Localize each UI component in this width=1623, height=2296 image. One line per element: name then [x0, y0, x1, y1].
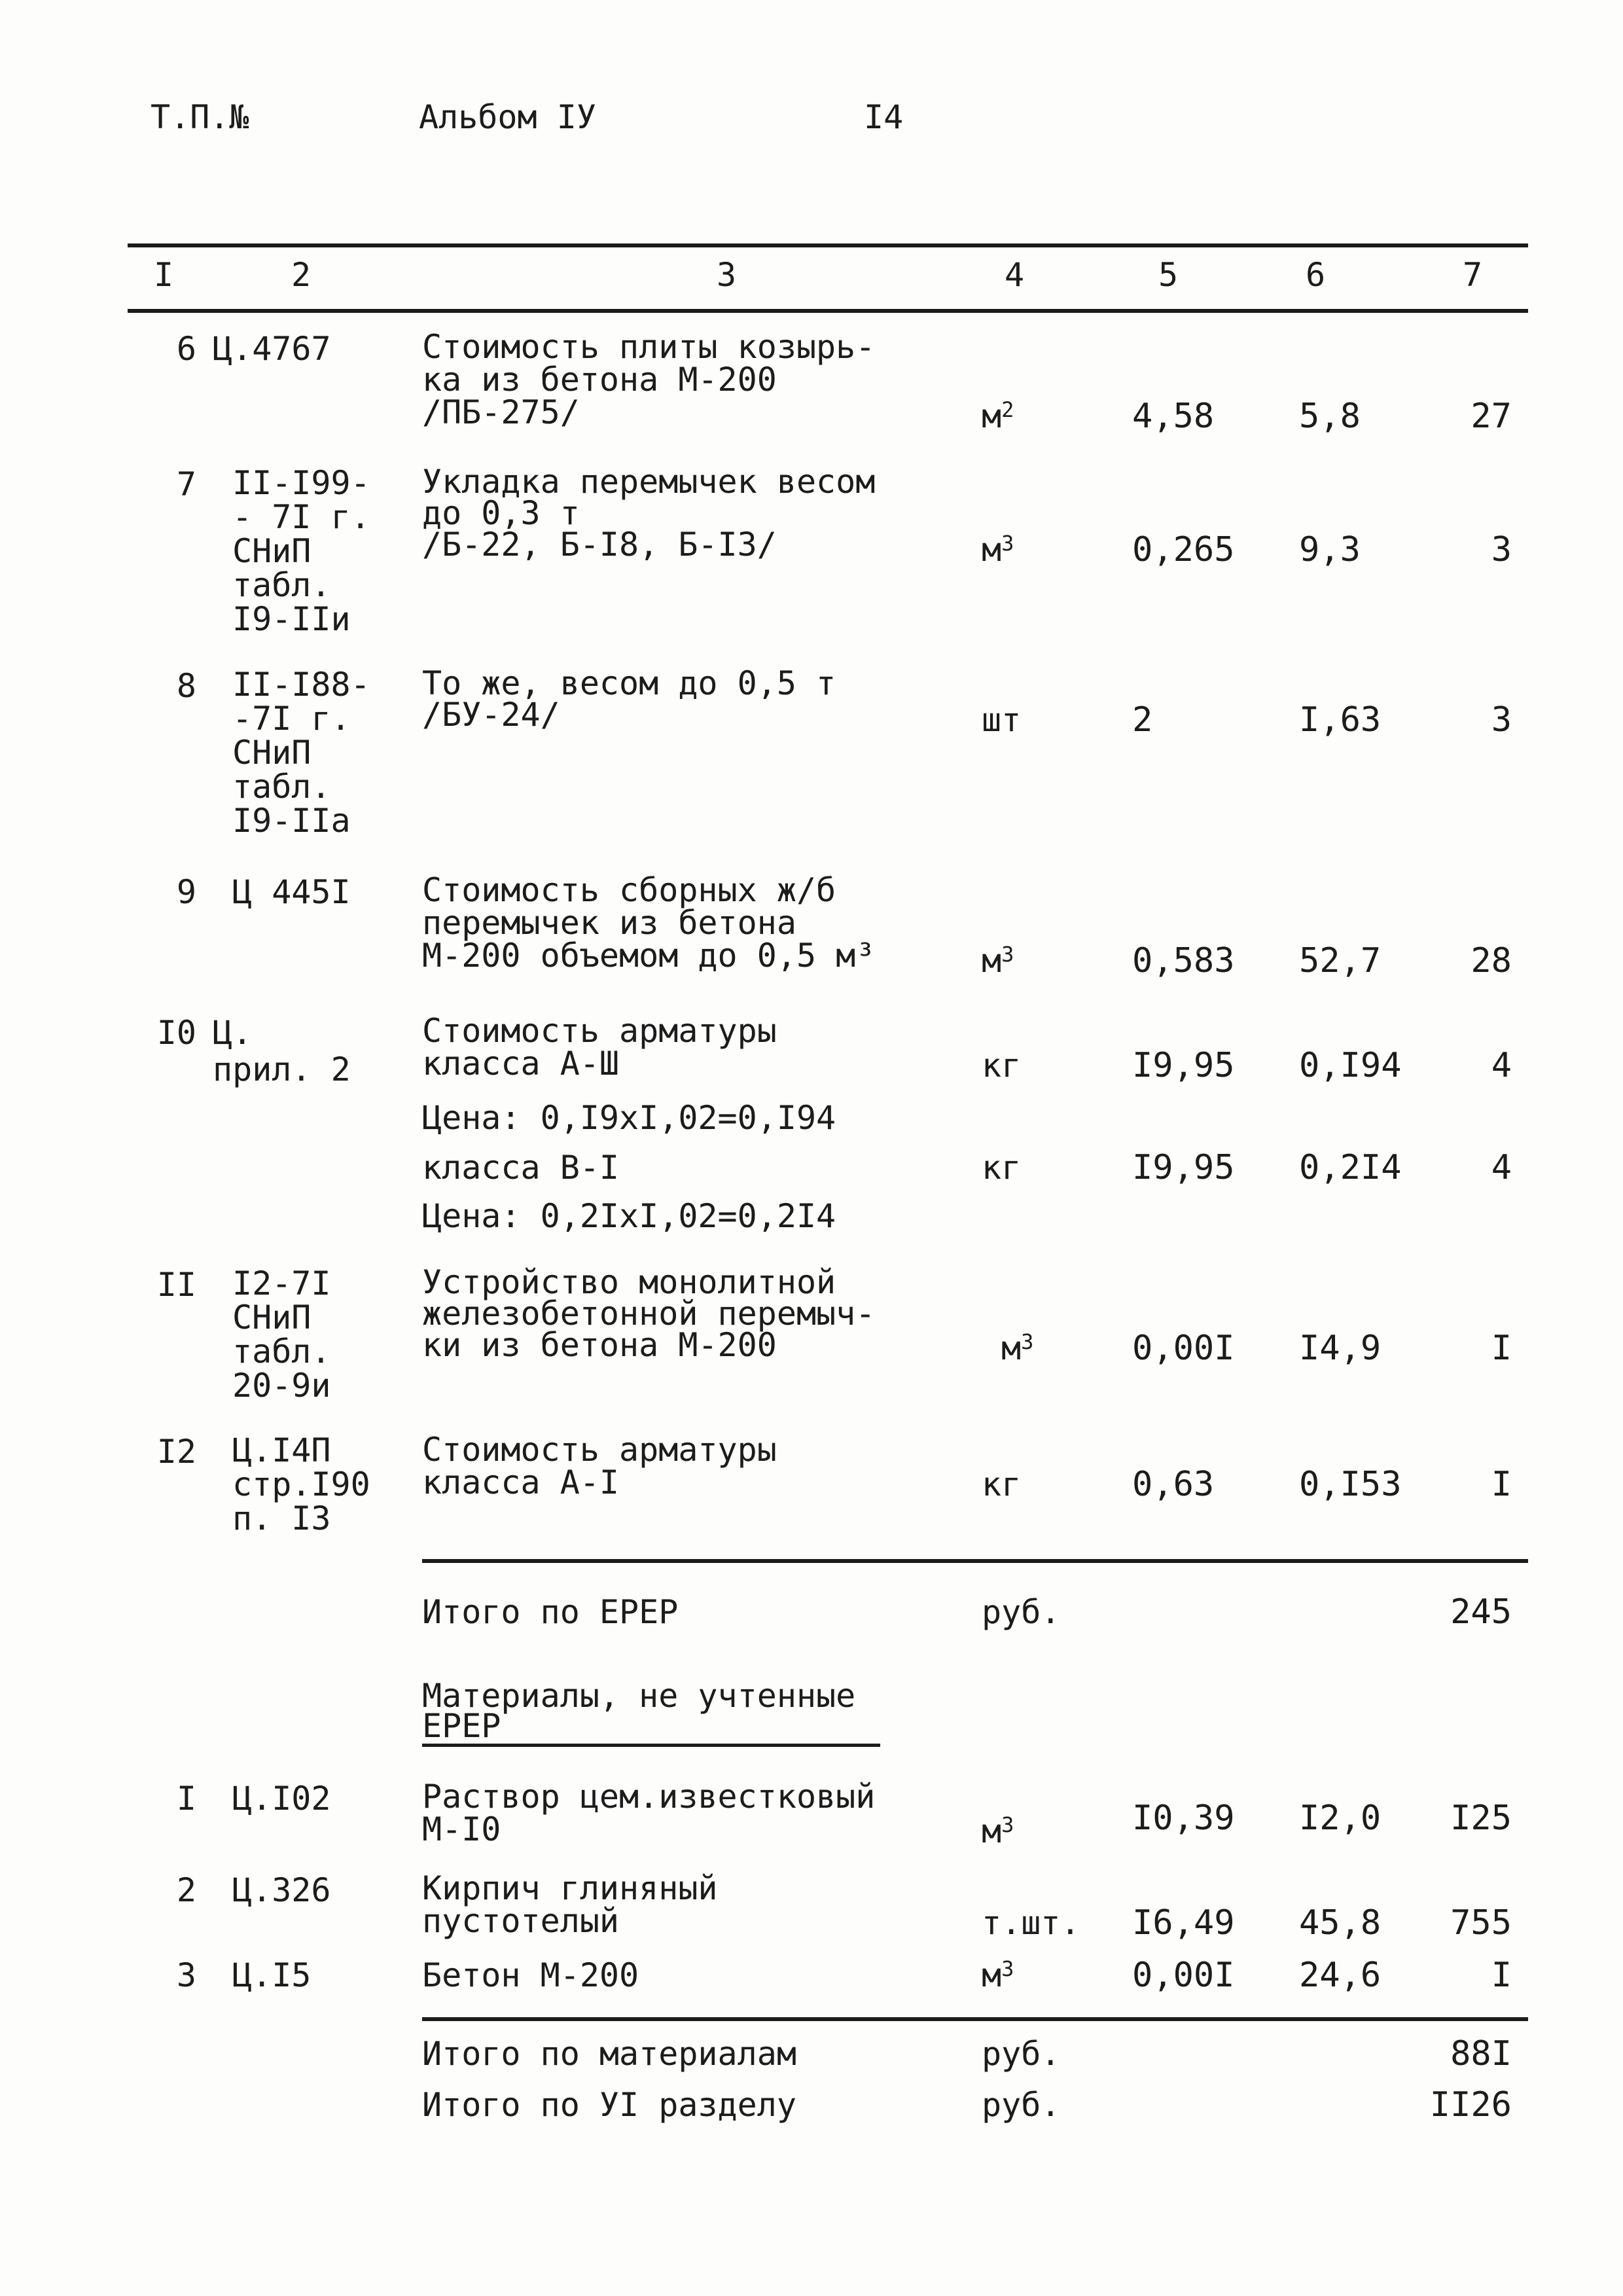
totals-total: 88I: [1450, 2034, 1512, 2073]
row-number: II: [156, 1266, 196, 1304]
row-description: То же, весом до 0,5 т /БУ-24/: [422, 664, 836, 734]
row-price: I,63: [1299, 700, 1382, 740]
col-header-7: 7: [1462, 256, 1483, 294]
row-unit: т.шт.: [982, 1904, 1080, 1942]
row-quantity: I6,49: [1132, 1903, 1235, 1943]
row-description: Устройство монолитной железобетонной перемыч- ки из бетона М-200: [422, 1263, 876, 1364]
row-quantity: 0,00I: [1132, 1956, 1235, 1995]
row-price: 52,7: [1299, 941, 1382, 980]
totals-rule: [422, 2017, 1528, 2021]
row-code: Ц.I5: [232, 1956, 312, 1994]
row-total: I: [1491, 1956, 1512, 1995]
row-price: 24,6: [1299, 1956, 1382, 1995]
row-total: 27: [1471, 397, 1512, 436]
row-unit: $м^2$: [982, 397, 1014, 435]
totals-total: II26: [1429, 2085, 1512, 2125]
subtotal-total: 245: [1450, 1592, 1512, 1632]
row-quantity: 0,00I: [1132, 1329, 1235, 1368]
row-number: I0: [156, 1014, 196, 1052]
row-quantity: I9,95: [1132, 1046, 1235, 1085]
row-number: 6: [176, 330, 196, 368]
row-number: I2: [156, 1433, 196, 1471]
col-header-5: 5: [1158, 256, 1179, 294]
totals-label: Итого по материалам: [422, 2035, 796, 2073]
row-quantity: 0,63: [1132, 1465, 1215, 1504]
col-header-4: 4: [1004, 256, 1025, 294]
table-header-rule: [128, 309, 1528, 313]
row-unit: кг: [982, 1465, 1022, 1503]
row-description: Стоимость плиты козырь- ка из бетона М-200 /ПБ-275/: [422, 328, 876, 431]
row-code: Ц.I02: [232, 1780, 331, 1818]
row-unit: $м^3$: [1001, 1329, 1034, 1367]
row-number: 2: [176, 1871, 196, 1909]
table-top-rule: [128, 243, 1528, 247]
row-total: 755: [1450, 1903, 1512, 1943]
row-quantity: 4,58: [1132, 397, 1215, 436]
price-note: Цена: 0,2IхI,02=0,2I4: [422, 1197, 836, 1235]
album-title: Альбом IУ: [419, 98, 596, 136]
row-code: Ц.I4П стр.I90 п. I3: [232, 1431, 370, 1537]
row-number: 3: [176, 1956, 196, 1994]
row-description: класса В-I: [422, 1149, 620, 1187]
row-price: 0,I94: [1299, 1046, 1402, 1085]
row-price: I4,9: [1299, 1329, 1382, 1368]
row-description: Раствор цем.известковый М-I0: [422, 1778, 876, 1848]
totals-label: Итого по УI разделу: [422, 2086, 796, 2124]
row-number: 7: [176, 465, 196, 503]
row-price: 5,8: [1299, 397, 1361, 436]
row-price: 0,I53: [1299, 1465, 1402, 1504]
row-quantity: 0,265: [1132, 530, 1235, 569]
row-total: 4: [1491, 1046, 1512, 1085]
subtotal-unit: руб.: [982, 1593, 1061, 1631]
row-code: I2-7I СНиП табл. 20-9и: [232, 1265, 331, 1405]
subtotal-rule: [422, 1559, 1528, 1563]
row-price: 0,2I4: [1299, 1148, 1402, 1187]
row-number: 9: [176, 873, 196, 911]
row-unit: кг: [982, 1149, 1022, 1187]
page-number: I4: [864, 98, 904, 136]
row-code: Ц. прил. 2: [213, 1014, 351, 1088]
row-code: Ц.326: [232, 1871, 331, 1909]
row-number: I: [176, 1780, 196, 1818]
doc-code: Т.П.№: [151, 98, 249, 136]
row-unit: $м^3$: [982, 531, 1014, 569]
row-price: I2,0: [1299, 1799, 1382, 1838]
row-unit: шт: [982, 701, 1022, 739]
col-header-3: 3: [716, 256, 737, 294]
row-description: Стоимость арматуры класса А-Ш: [422, 1012, 777, 1083]
row-unit: кг: [982, 1047, 1022, 1085]
row-code: Ц.4767: [213, 330, 331, 368]
row-description: Укладка перемычек весом до 0,3 т /Б-22, Б-I8, Б-I3/: [422, 463, 876, 564]
materials-heading: Материалы, не учтенные ЕРЕР: [422, 1681, 880, 1747]
row-quantity: 2: [1132, 700, 1153, 740]
row-total: 3: [1491, 700, 1512, 740]
row-total: 28: [1471, 941, 1512, 980]
row-unit: $м^3$: [982, 1812, 1014, 1850]
row-description: Кирпич глиняный пустотелый: [422, 1869, 718, 1940]
col-header-1: I: [153, 256, 174, 294]
totals-unit: руб.: [982, 2086, 1061, 2124]
row-description: Стоимость арматуры класса А-I: [422, 1431, 777, 1501]
row-total: 3: [1491, 530, 1512, 569]
row-number: 8: [176, 667, 196, 705]
row-quantity: I9,95: [1132, 1148, 1235, 1187]
row-price: 45,8: [1299, 1903, 1382, 1943]
row-total: I25: [1450, 1799, 1512, 1838]
row-code: II-I88- -7I г. СНиП табл. I9-IIа: [232, 666, 370, 840]
row-quantity: 0,583: [1132, 941, 1235, 980]
row-description: Бетон М-200: [422, 1956, 639, 1994]
subtotal-label: Итого по ЕРЕР: [422, 1593, 679, 1631]
row-total: 4: [1491, 1148, 1512, 1187]
row-price: 9,3: [1299, 530, 1361, 569]
totals-unit: руб.: [982, 2035, 1061, 2073]
row-unit: $м^3$: [982, 942, 1014, 980]
row-total: I: [1491, 1465, 1512, 1504]
row-unit: $м^3$: [982, 1956, 1014, 1994]
row-code: II-I99- - 7I г. СНиП табл. I9-IIи: [232, 464, 370, 638]
row-code: Ц 445I: [232, 873, 351, 911]
row-total: I: [1491, 1329, 1512, 1368]
row-quantity: I0,39: [1132, 1799, 1235, 1838]
col-header-6: 6: [1305, 256, 1326, 294]
row-description: Стоимость сборных ж/б перемычек из бетона М-200 объемом до 0,5 м³: [422, 871, 876, 975]
col-header-2: 2: [291, 256, 312, 294]
price-note: Цена: 0,I9хI,02=0,I94: [422, 1099, 836, 1137]
